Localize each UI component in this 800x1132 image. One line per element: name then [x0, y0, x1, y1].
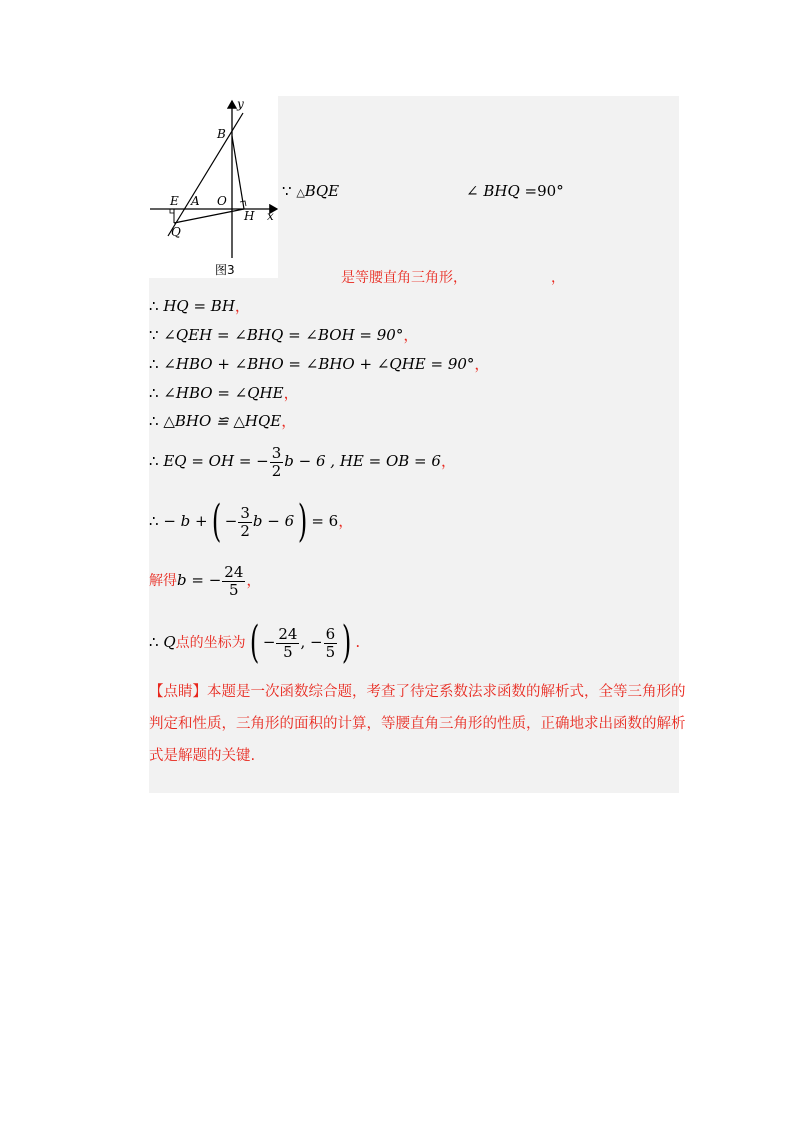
fraction-y [324, 626, 338, 661]
line-3 [149, 296, 250, 316]
denominator: 2 [240, 521, 250, 540]
numerator: 24 [278, 624, 298, 643]
figure-caption: 图3 [215, 263, 235, 277]
line-2-comma: ， [551, 270, 565, 286]
line-5 [149, 354, 489, 374]
therefore-symbol: ∴ [149, 384, 159, 402]
angle-symbol: ∠ [466, 182, 479, 200]
line-4 [149, 325, 418, 345]
label-H: H [244, 209, 255, 223]
label-E: E [170, 194, 179, 208]
denominator: 2 [271, 461, 282, 480]
fraction [238, 505, 252, 540]
equation: ∠QEH = ∠BHQ = ∠BOH = 90° [163, 326, 404, 344]
angle-name: BHQ [483, 182, 520, 200]
fraction [222, 564, 245, 599]
triangle-name: BQE [304, 182, 340, 200]
therefore-symbol: ∴ [149, 452, 159, 470]
line-6 [149, 383, 299, 403]
minus: − [262, 633, 276, 651]
numerator: 3 [240, 503, 250, 522]
right-paren: ) [342, 617, 352, 668]
line-1-angle [466, 181, 564, 201]
comma: ， [338, 512, 354, 530]
label-y: y [237, 97, 244, 111]
fraction-x [276, 626, 299, 661]
figure-drawing [149, 96, 278, 278]
geometry-figure [149, 96, 278, 278]
line-2-text: 是等腰直角三角形， [341, 270, 467, 286]
point-Q: Q [163, 633, 176, 651]
label-B: B [217, 127, 226, 141]
line-10 [149, 560, 261, 601]
inner-expression: b − 6 [252, 512, 295, 530]
numerator: 6 [325, 624, 336, 643]
label-O: O [217, 194, 227, 208]
equation-lhs: − b + [163, 512, 208, 530]
comma: ， [474, 355, 490, 373]
comma: ， [246, 571, 262, 589]
equation: b = − [177, 571, 222, 589]
line-8 [149, 441, 456, 481]
segment-B-H [232, 136, 244, 209]
triangle-symbol: △ [296, 186, 305, 199]
equation: ∠HBO + ∠BHO = ∠BHO + ∠QHE = 90° [163, 355, 475, 373]
therefore-symbol: ∴ [149, 412, 159, 430]
therefore-symbol: ∴ [149, 633, 159, 651]
therefore-symbol: ∴ [149, 355, 159, 373]
line-9 [149, 496, 354, 547]
label-x: x [267, 209, 274, 223]
solve-label: 解得 [149, 573, 177, 589]
note-line-1: 【点睛】本题是一次函数综合题，考查了待定系数法求函数的解析式，全等三角形的 [149, 684, 686, 700]
equation: △BHO ≌ △HQE [163, 412, 282, 430]
note-line-3: 式是解题的关键. [149, 748, 256, 764]
label-Q: Q [171, 225, 181, 239]
period: . [355, 633, 361, 651]
denominator: 5 [229, 580, 239, 599]
separator: , − [300, 633, 323, 651]
therefore-symbol: ∴ [149, 512, 159, 530]
line-7 [149, 411, 296, 431]
angle-value: =90° [524, 182, 564, 200]
label-A: A [191, 194, 200, 208]
comma: ， [283, 384, 299, 402]
line-11 [149, 617, 361, 668]
left-paren: ( [249, 617, 259, 668]
comma: ， [281, 412, 297, 430]
minus: − [224, 512, 238, 530]
numerator: 24 [224, 562, 244, 581]
equation-rest: b − 6 , HE = OB = 6 [284, 452, 441, 470]
comma: ， [234, 297, 250, 315]
segment-Q-H [174, 209, 244, 223]
because-symbol: ∵ [149, 326, 159, 344]
therefore-symbol: ∴ [149, 297, 159, 315]
left-paren: ( [211, 496, 221, 547]
because-symbol: ∵ [282, 182, 292, 200]
right-paren: ) [298, 496, 308, 547]
equation-rhs: = 6 [311, 512, 339, 530]
coordinate-text: 点的坐标为 [175, 635, 246, 651]
equation: HQ = BH [163, 297, 235, 315]
denominator: 5 [325, 642, 336, 661]
equation: ∠HBO = ∠QHE [163, 384, 284, 402]
line-1 [282, 181, 339, 203]
denominator: 5 [283, 642, 293, 661]
fraction [270, 445, 284, 480]
comma: ， [403, 326, 419, 344]
note-line-2: 判定和性质，三角形的面积的计算，等腰直角三角形的性质，正确地求出函数的解析 [149, 716, 686, 732]
comma: ， [440, 452, 456, 470]
numerator: 3 [271, 443, 282, 462]
equation-lhs: EQ = OH = − [163, 452, 269, 470]
